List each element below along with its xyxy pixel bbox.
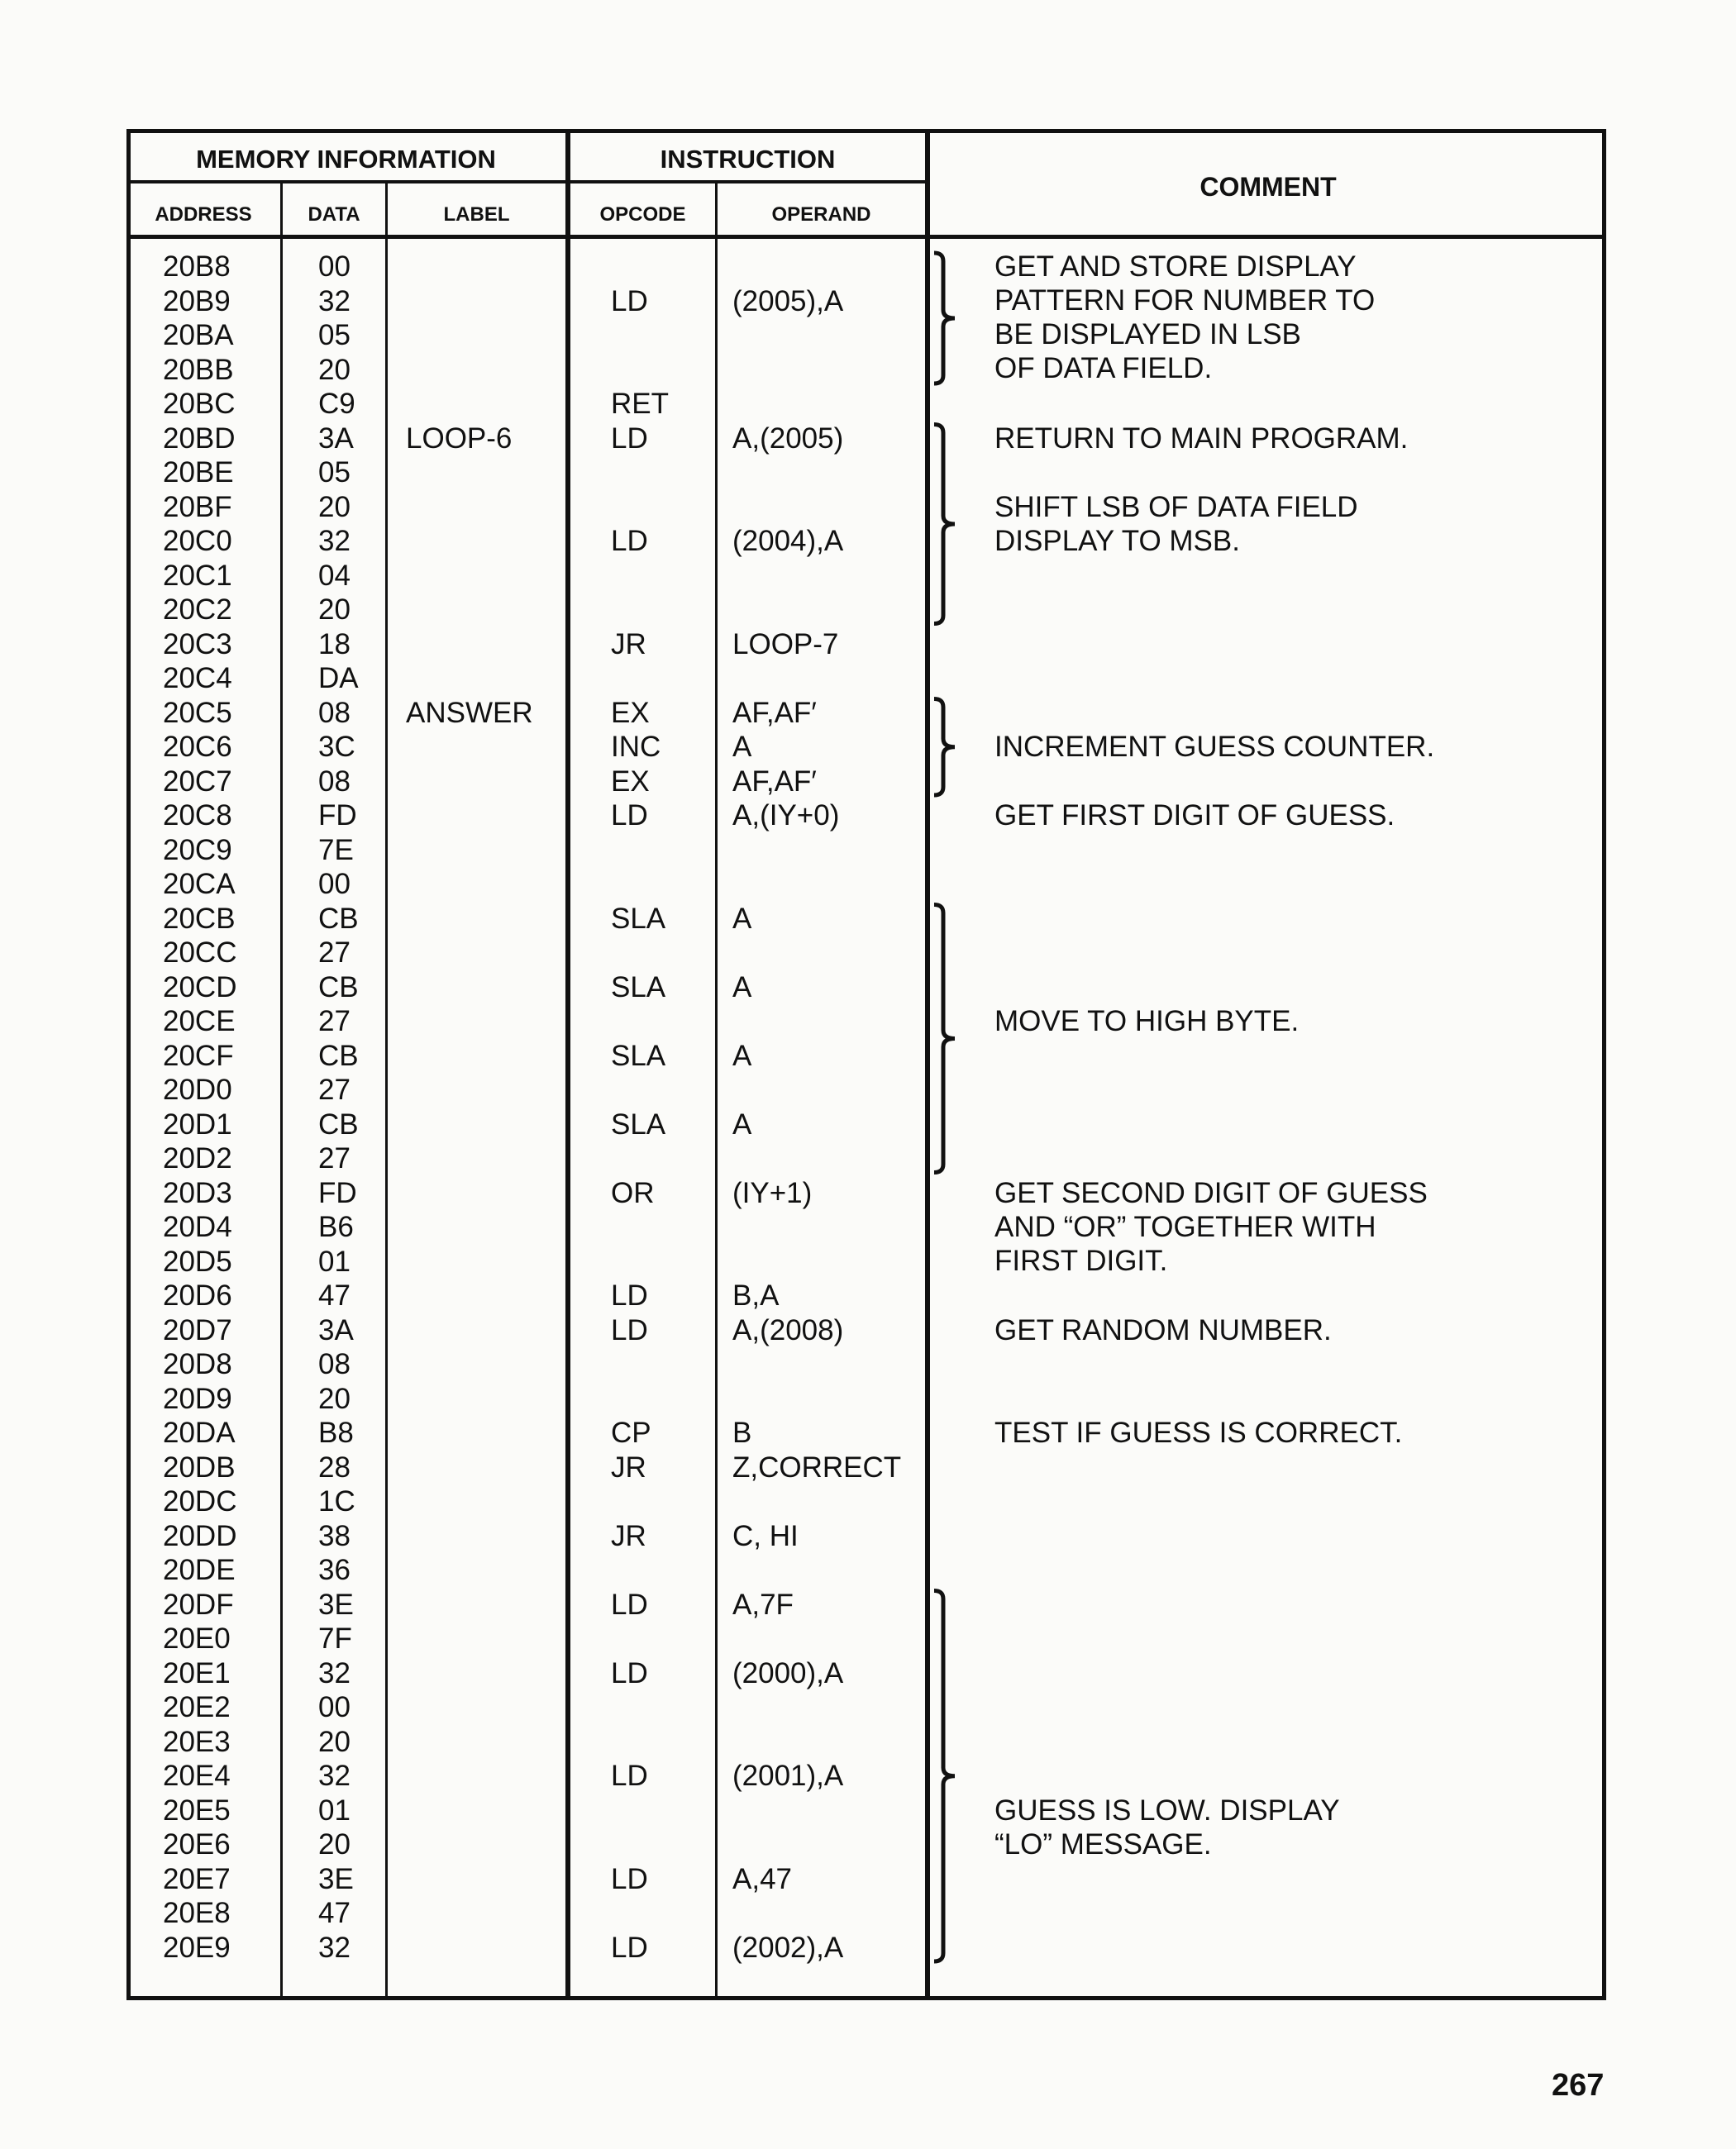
cell-address: 20C3 (163, 627, 232, 660)
cell-opcode: LD (611, 1760, 648, 1792)
cell-opcode: SLA (611, 1039, 666, 1072)
cell-address: 20E9 (163, 1931, 231, 1964)
cell-data: 18 (318, 627, 351, 660)
cell-data: 36 (318, 1554, 351, 1586)
cell-address: 20D5 (163, 1245, 232, 1278)
header-address: ADDRESS (155, 203, 252, 226)
cell-data: 04 (318, 559, 351, 592)
cell-opcode: JR (611, 1519, 646, 1552)
header-instruction: INSTRUCTION (660, 145, 836, 174)
cell-opcode: LD (611, 1588, 648, 1621)
comment-brace (934, 1591, 955, 1962)
comment-text: RETURN TO MAIN PROGRAM. (994, 422, 1409, 455)
cell-data: 38 (318, 1519, 351, 1552)
cell-address: 20BC (163, 388, 236, 420)
cell-data: 28 (318, 1451, 351, 1484)
cell-data: 47 (318, 1897, 351, 1929)
page-number: 267 (1552, 2068, 1605, 2103)
header-opcode: OPCODE (599, 203, 686, 226)
cell-operand: A (732, 1108, 752, 1141)
cell-data: 32 (318, 525, 351, 557)
cell-opcode: LD (611, 525, 648, 557)
cell-data: 32 (318, 1656, 351, 1689)
cell-data: 00 (318, 1691, 351, 1723)
cell-operand: Z,CORRECT (732, 1451, 902, 1484)
cell-data: 00 (318, 868, 351, 900)
cell-address: 20DB (163, 1451, 236, 1484)
cell-address: 20DF (163, 1588, 234, 1621)
cell-address: 20E4 (163, 1760, 231, 1792)
comment-brace (934, 905, 955, 1173)
cell-data: 3A (318, 1313, 354, 1346)
cell-label: LOOP-6 (406, 422, 513, 455)
comment-braces (126, 129, 1606, 2000)
cell-address: 20CE (163, 1005, 236, 1037)
cell-data: 01 (318, 1245, 351, 1278)
cell-operand: A,(2005) (732, 422, 844, 455)
cell-operand: A,(2008) (732, 1313, 844, 1346)
cell-operand: (IY+1) (732, 1176, 813, 1209)
cell-address: 20DC (163, 1485, 237, 1518)
cell-address: 20C5 (163, 696, 232, 729)
cell-address: 20E0 (163, 1622, 231, 1655)
comment-brace (934, 253, 955, 384)
cell-operand: A,(IY+0) (732, 799, 840, 831)
cell-opcode: RET (611, 388, 669, 420)
cell-address: 20C6 (163, 731, 232, 763)
cell-address: 20C1 (163, 559, 232, 592)
comment-text: SHIFT LSB OF DATA FIELD DISPLAY TO MSB. (994, 490, 1358, 557)
cell-data: 01 (318, 1794, 351, 1827)
comment-brace (934, 699, 955, 796)
cell-address: 20E7 (163, 1862, 231, 1895)
cell-data: B8 (318, 1417, 354, 1449)
cell-operand: (2005),A (732, 284, 844, 317)
program-listing-table (126, 129, 1606, 2000)
cell-opcode: SLA (611, 970, 666, 1003)
cell-address: 20E6 (163, 1828, 231, 1861)
cell-data: 1C (318, 1485, 355, 1518)
cell-address: 20DA (163, 1417, 236, 1449)
comment-text: MOVE TO HIGH BYTE. (994, 1005, 1300, 1037)
cell-address: 20E8 (163, 1897, 231, 1929)
cell-address: 20CC (163, 936, 237, 969)
cell-address: 20CD (163, 970, 237, 1003)
cell-data: 00 (318, 250, 351, 283)
cell-data: 7F (318, 1622, 352, 1655)
cell-address: 20C7 (163, 765, 232, 798)
cell-opcode: LD (611, 1656, 648, 1689)
cell-opcode: INC (611, 731, 661, 763)
cell-data: 7E (318, 833, 354, 866)
cell-address: 20D1 (163, 1108, 232, 1141)
cell-operand: C, HI (732, 1519, 799, 1552)
cell-address: 20D4 (163, 1211, 232, 1243)
cell-address: 20D3 (163, 1176, 232, 1209)
cell-opcode: OR (611, 1176, 655, 1209)
cell-data: 08 (318, 1348, 351, 1380)
cell-data: 05 (318, 456, 351, 488)
cell-address: 20BF (163, 490, 232, 523)
cell-data: 32 (318, 284, 351, 317)
cell-data: 27 (318, 936, 351, 969)
cell-operand: B,A (732, 1279, 780, 1312)
cell-address: 20C2 (163, 593, 232, 626)
cell-address: 20C4 (163, 662, 232, 694)
cell-opcode: JR (611, 1451, 646, 1484)
cell-data: 3A (318, 422, 354, 455)
cell-data: 20 (318, 1828, 351, 1861)
cell-data: 3C (318, 731, 355, 763)
cell-data: 27 (318, 1005, 351, 1037)
cell-label: ANSWER (406, 696, 533, 729)
cell-operand: AF,AF′ (732, 765, 817, 798)
cell-address: 20CB (163, 902, 236, 935)
cell-opcode: LD (611, 1862, 648, 1895)
cell-opcode: LD (611, 1313, 648, 1346)
cell-opcode: LD (611, 422, 648, 455)
cell-data: 32 (318, 1760, 351, 1792)
cell-data: 20 (318, 1725, 351, 1758)
cell-operand: (2001),A (732, 1760, 844, 1792)
cell-address: 20CA (163, 868, 236, 900)
cell-data: FD (318, 1176, 357, 1209)
cell-operand: (2004),A (732, 525, 844, 557)
cell-data: CB (318, 1039, 359, 1072)
cell-address: 20E2 (163, 1691, 231, 1723)
cell-data: 27 (318, 1142, 351, 1175)
cell-address: 20C8 (163, 799, 232, 831)
cell-address: 20E1 (163, 1656, 231, 1689)
cell-opcode: SLA (611, 902, 666, 935)
cell-data: 32 (318, 1931, 351, 1964)
cell-address: 20E5 (163, 1794, 231, 1827)
cell-data: CB (318, 1108, 359, 1141)
header-label: LABEL (443, 203, 510, 226)
cell-data: FD (318, 799, 357, 831)
cell-operand: A (732, 731, 752, 763)
comment-text: GET AND STORE DISPLAY PATTERN FOR NUMBER TO BE DISPLAYED IN LSB OF DATA FIELD. (994, 250, 1376, 384)
cell-data: 20 (318, 353, 351, 386)
cell-opcode: LD (611, 1279, 648, 1312)
cell-data: CB (318, 902, 359, 935)
cell-operand: A (732, 970, 752, 1003)
cell-data: 20 (318, 593, 351, 626)
comment-brace (934, 425, 955, 624)
cell-operand: A (732, 1039, 752, 1072)
cell-address: 20E3 (163, 1725, 231, 1758)
cell-opcode: LD (611, 799, 648, 831)
cell-address: 20BB (163, 353, 234, 386)
cell-address: 20C0 (163, 525, 232, 557)
cell-data: 47 (318, 1279, 351, 1312)
cell-opcode: CP (611, 1417, 651, 1449)
cell-data: 05 (318, 319, 351, 351)
cell-data: 20 (318, 490, 351, 523)
cell-opcode: EX (611, 765, 650, 798)
cell-address: 20D6 (163, 1279, 232, 1312)
cell-data: 27 (318, 1074, 351, 1106)
comment-text: GET RANDOM NUMBER. (994, 1313, 1332, 1346)
cell-data: B6 (318, 1211, 354, 1243)
cell-operand: LOOP-7 (732, 627, 839, 660)
cell-address: 20CF (163, 1039, 234, 1072)
cell-address: 20DE (163, 1554, 236, 1586)
cell-opcode: JR (611, 627, 646, 660)
cell-operand: B (732, 1417, 752, 1449)
cell-address: 20BA (163, 319, 234, 351)
header-data: DATA (308, 203, 360, 226)
cell-opcode: SLA (611, 1108, 666, 1141)
cell-data: 3E (318, 1588, 354, 1621)
cell-data: 20 (318, 1382, 351, 1415)
cell-address: 20D8 (163, 1348, 232, 1380)
comment-text: TEST IF GUESS IS CORRECT. (994, 1417, 1403, 1449)
header-memory-information: MEMORY INFORMATION (196, 145, 496, 174)
cell-operand: A,7F (732, 1588, 794, 1621)
cell-address: 20D9 (163, 1382, 232, 1415)
cell-address: 20BE (163, 456, 234, 488)
cell-address: 20B9 (163, 284, 231, 317)
cell-operand: A (732, 902, 752, 935)
cell-address: 20D2 (163, 1142, 232, 1175)
cell-opcode: EX (611, 696, 650, 729)
cell-data: 08 (318, 696, 351, 729)
cell-data: 3E (318, 1862, 354, 1895)
cell-operand: AF,AF′ (732, 696, 817, 729)
comment-text: GET SECOND DIGIT OF GUESS AND “OR” TOGETHER WITH FIRST DIGIT. (994, 1176, 1428, 1277)
cell-address: 20B8 (163, 250, 231, 283)
header-operand: OPERAND (771, 203, 871, 226)
cell-data: CB (318, 970, 359, 1003)
cell-address: 20D0 (163, 1074, 232, 1106)
cell-operand: (2000),A (732, 1656, 844, 1689)
comment-text: INCREMENT GUESS COUNTER. (994, 731, 1435, 763)
cell-address: 20C9 (163, 833, 232, 866)
cell-data: 08 (318, 765, 351, 798)
comment-text: GUESS IS LOW. DISPLAY “LO” MESSAGE. (994, 1794, 1340, 1861)
cell-address: 20DD (163, 1519, 237, 1552)
cell-opcode: LD (611, 284, 648, 317)
comment-text: GET FIRST DIGIT OF GUESS. (994, 799, 1395, 831)
cell-address: 20BD (163, 422, 236, 455)
cell-opcode: LD (611, 1931, 648, 1964)
header-comment: COMMENT (1199, 172, 1337, 202)
cell-data: DA (318, 662, 359, 694)
cell-operand: (2002),A (732, 1931, 844, 1964)
cell-data: C9 (318, 388, 355, 420)
cell-address: 20D7 (163, 1313, 232, 1346)
cell-operand: A,47 (732, 1862, 792, 1895)
